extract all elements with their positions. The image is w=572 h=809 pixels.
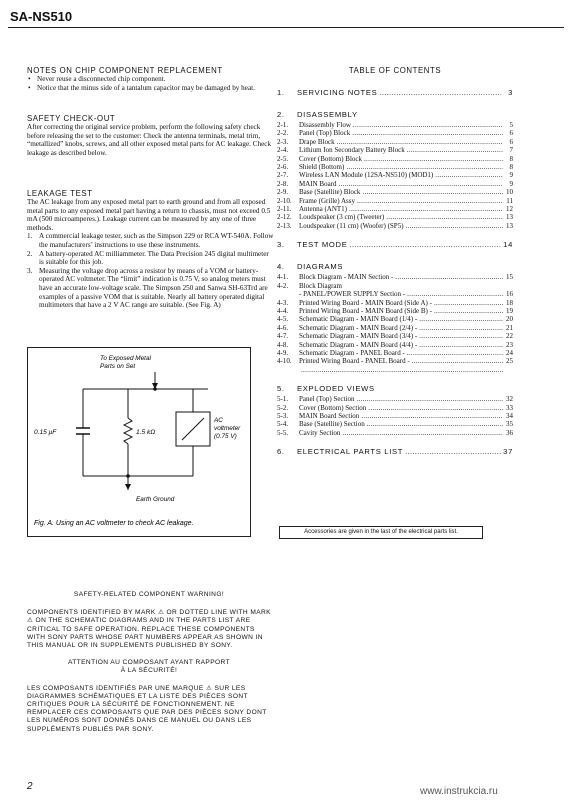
warning-fr-title-2: À LA SÉCURITÉ! xyxy=(120,667,178,675)
figure-a xyxy=(27,347,251,537)
model-name: SA-NS510 xyxy=(10,9,73,24)
toc-item[interactable]: 4-4. Printed Wiring Board - MAIN Board (Side B) - ..... 19 xyxy=(277,307,513,315)
meter-label-3: (0.75 V) xyxy=(214,433,237,440)
method-item: 3. Measuring the voltage drop across a resistor by means of a VOM or battery-operated AC voltmeter. The “limit” indication is 0.75 V, so analog meters must have an accurate low-voltage scale. The Simpson 250 and Sanwa SH-63Trd are examples of a passive VOM that is suitable. Nearly all battery operated digital multimeters that have a 2 V AC range are suitable. (See Fig. A) xyxy=(27,266,268,310)
notes-section xyxy=(27,66,275,92)
toc-item[interactable]: 4-9. Schematic Diagram - PANEL Board - ..... 24 xyxy=(277,349,513,357)
toc-title: TABLE OF CONTENTS xyxy=(348,66,442,75)
toc-item[interactable] xyxy=(277,366,513,374)
toc-item[interactable]: 2-4. Lithium Ion Secondary Battery Block ..... 7 xyxy=(277,146,513,154)
toc-item[interactable]: 5-1. Panel (Top) Section ..... 32 xyxy=(277,395,513,403)
toc-section-items xyxy=(277,273,513,374)
toc-item[interactable]: 4-5. Schematic Diagram - MAIN Board (1/4) - ..... 20 xyxy=(277,315,513,323)
capacitor-label: 0.15 μF xyxy=(34,429,57,436)
toc-item[interactable]: 4-7. Schematic Diagram - MAIN Board (3/4) - ..... 22 xyxy=(277,332,513,340)
toc-section: 2. DISASSEMBLY xyxy=(277,110,358,119)
notes-item: • Notice that the minus side of a tantalum capacitor may be damaged by heat. xyxy=(27,84,275,93)
resistor-label: 1.5 kΩ xyxy=(136,429,156,436)
leakage-methods xyxy=(27,232,275,309)
toc-item[interactable]: 2-8. MAIN Board ..... 9 xyxy=(277,180,513,188)
safety-warning xyxy=(27,591,271,734)
toc xyxy=(277,88,513,456)
toc-item[interactable]: 5-5. Cavity Section ..... 36 xyxy=(277,429,513,437)
fig-label-top2: Parts on Set xyxy=(100,363,136,370)
toc-item[interactable]: 2-9. Base (Satellite) Block ..... 10 xyxy=(277,188,513,196)
toc-item[interactable]: 2-13. Loudspeaker (11 cm) (Woofer) (SP5) ..... 13 xyxy=(277,222,513,230)
figure-caption: Fig. A. Using an AC voltmeter to check AC leakage. xyxy=(34,520,194,527)
toc-item[interactable]: 4-10. Printed Wiring Board - PANEL Board - ..... 25 xyxy=(277,357,513,365)
toc-section-items xyxy=(277,121,513,230)
toc-item[interactable]: 2-10. Frame (Grille) Assy ..... 11 xyxy=(277,197,513,205)
toc-item[interactable]: - PANEL/POWER SUPPLY Section - ..... 16 xyxy=(277,290,513,298)
toc-item[interactable]: 2-2. Panel (Top) Block ..... 6 xyxy=(277,129,513,137)
leakage-circuit-diagram xyxy=(28,348,250,536)
header-rule xyxy=(8,27,564,28)
toc-item[interactable]: 2-6. Shield (Bottom) ..... 8 xyxy=(277,163,513,171)
leakage-section xyxy=(27,189,275,310)
toc-item[interactable]: 5-3. MAIN Board Section ..... 34 xyxy=(277,412,513,420)
warning-title: SAFETY-RELATED COMPONENT WARNING! xyxy=(73,591,225,598)
toc-item[interactable]: 2-3. Drape Block ..... 6 xyxy=(277,138,513,146)
toc-item[interactable]: 5-4. Base (Satellite) Section ..... 35 xyxy=(277,420,513,428)
warning-text: COMPONENTS IDENTIFIED BY MARK ⚠ OR DOTTED LINE WITH MARK ⚠ ON THE SCHEMATIC DIAGRAMS AND IN THE PARTS LIST ARE CRITICAL TO SAFE OPERATION. REPLACE THESE COMPONENTS WITH SONY PARTS WHOSE PART NUMBERS APPEAR AS SHOWN IN THIS MANUAL OR IN SUPPLEMENTS PUBLISHED BY SONY. xyxy=(27,609,271,650)
toc-item[interactable]: 2-12. Loudspeaker (3 cm) (Tweeter) ..... 13 xyxy=(277,213,513,221)
toc-item[interactable]: 2-7. Wireless LAN Module (12SA-NS510) (MOD1) ..... 9 xyxy=(277,171,513,179)
safety-title: SAFETY CHECK-OUT xyxy=(27,114,116,123)
warning-fr-text: LES COMPOSANTS IDENTIFIÉS PAR UNE MARQUE ⚠ SUR LES DIAGRAMMES SCHÉMATIQUES ET LA LISTE DES PIÈCES SONT CRITIQUES POUR LA SÉCURITÉ DE FONCTIONNEMENT. NE REMPLACER CES COMPOSANTS QUE PAR DES PIÈCES SONY DONT LES NUMÉROS SONT DONNÉS DANS CE MANUEL OU DANS LES SUPPLÉMENTS PUBLIÉS PAR SONY. xyxy=(27,684,267,733)
toc-item[interactable]: 4-3. Printed Wiring Board - MAIN Board (Side A) - ..... 18 xyxy=(277,299,513,307)
toc-section: 5. EXPLODED VIEWS xyxy=(277,384,375,394)
toc-section-items xyxy=(277,395,513,437)
toc-item[interactable]: 4-8. Schematic Diagram - MAIN Board (4/4) - ..... 23 xyxy=(277,341,513,349)
fig-label-top1: To Exposed Metal xyxy=(100,355,151,362)
toc-section[interactable]: 6. ELECTRICAL PARTS LIST ..... 37 xyxy=(277,447,513,456)
toc-item[interactable]: 2-11. Antenna (ANT1) ..... 12 xyxy=(277,205,513,213)
toc-item[interactable]: 4-6. Schematic Diagram - MAIN Board (2/4) - ..... 21 xyxy=(277,324,513,332)
toc-section: 4. DIAGRAMS xyxy=(277,262,344,272)
notes-list xyxy=(27,75,275,92)
safety-text: After correcting the original service problem, perform the following safety check before releasing the set to the customer: Check the antenna terminals, metal trim, “metallized” knobs, screws, and all other exposed metal parts for AC leakage. Check leakage as described below. xyxy=(27,123,272,157)
watermark: www.instrukcia.ru xyxy=(420,786,498,797)
ground-label: Earth Ground xyxy=(136,496,175,503)
method-item: 1. A commercial leakage tester, such as the Simpson 229 or RCA WT-540A. Follow the manufacturers’ instructions to use these instruments. xyxy=(27,232,274,249)
toc-item[interactable]: 4-1. Block Diagram - MAIN Section - ..... 15 xyxy=(277,273,513,281)
method-item: 2. A battery-operated AC milliammeter. The Data Precision 245 digital multimeter is suitable for this job. xyxy=(27,249,269,267)
meter-label-1: AC xyxy=(214,417,223,424)
leakage-text: The AC leakage from any exposed metal part to earth ground and from all exposed metal parts to any exposed metal part having a return to chassis, must not exceed 0.5 mA (500 microamperes.). Leakage current can be measured by any one of three methods. xyxy=(27,198,271,232)
toc-item[interactable]: 5-2. Cover (Bottom) Section ..... 33 xyxy=(277,404,513,412)
toc-section[interactable]: 1. SERVICING NOTES ..... 3 xyxy=(277,88,513,97)
toc-section[interactable]: 3. TEST MODE ..... 14 xyxy=(277,240,513,249)
leakage-title: LEAKAGE TEST xyxy=(27,189,93,198)
toc-item[interactable]: 2-5. Cover (Bottom) Block ..... 8 xyxy=(277,155,513,163)
notes-title: NOTES ON CHIP COMPONENT REPLACEMENT xyxy=(27,66,223,75)
safety-section xyxy=(27,114,275,157)
notes-item: • Never reuse a disconnected chip component. xyxy=(27,75,275,84)
toc-item[interactable]: 4-2. Block Diagram xyxy=(277,281,342,290)
accessories-note: Accessories are given in the last of the electrical parts list. xyxy=(279,526,483,539)
toc-item[interactable]: 2-1. Disassembly Flow ..... 5 xyxy=(277,121,513,129)
warning-fr-title-1: ATTENTION AU COMPOSANT AYANT RAPPORT xyxy=(67,659,231,667)
page-number: 2 xyxy=(27,781,33,792)
meter-label-2: voltmeter xyxy=(214,425,241,432)
